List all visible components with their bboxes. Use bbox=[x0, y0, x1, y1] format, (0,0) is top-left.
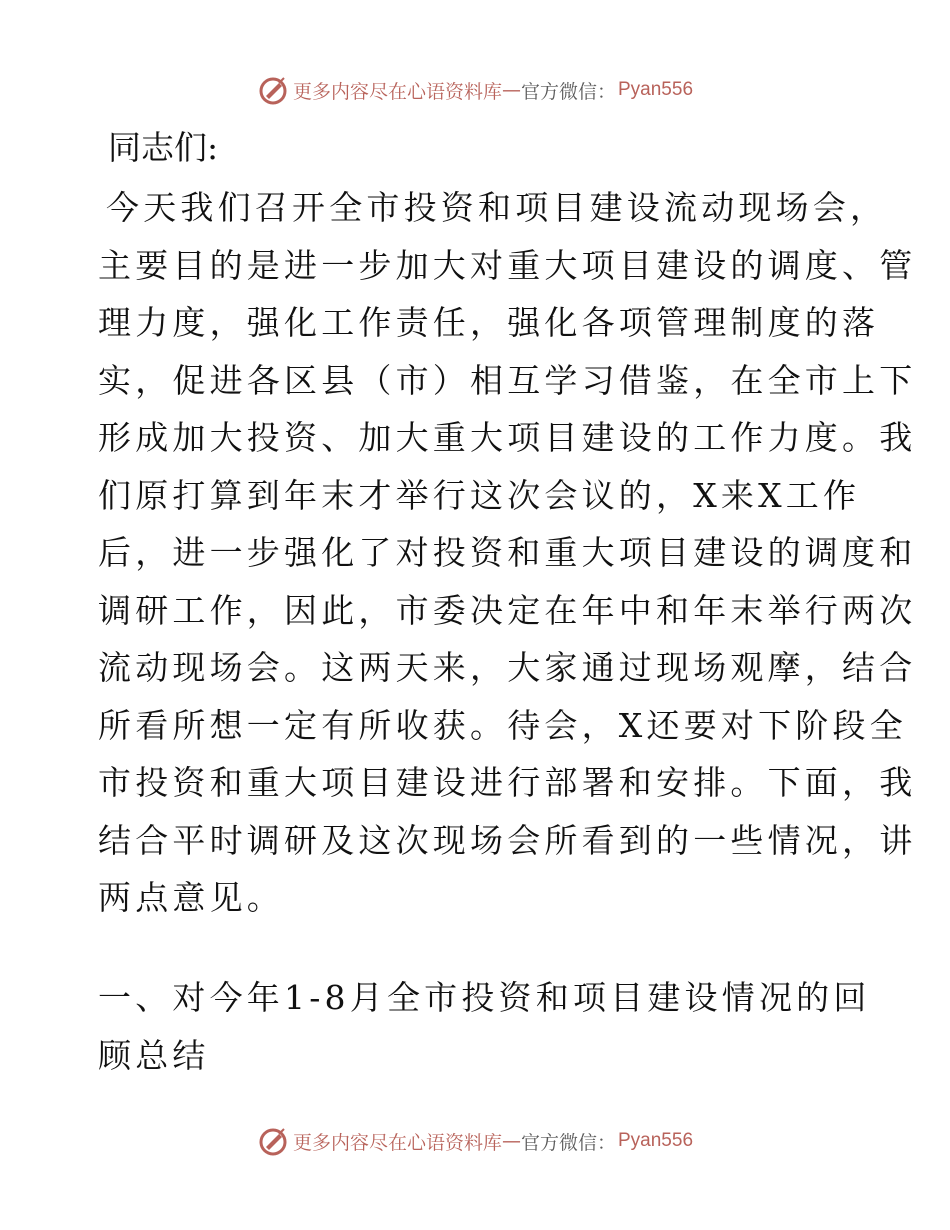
paragraph-line: 实，促进各区县（市）相互学习借鉴，在全市上下 bbox=[98, 360, 917, 400]
watermark-dash: — bbox=[501, 79, 521, 101]
watermark-footer bbox=[0, 1121, 950, 1161]
paragraph-line: 所看所想一定有所收获。待会，X还要对下阶段全 bbox=[98, 705, 907, 745]
watermark-text: 更多内容尽在心语资料库 bbox=[292, 80, 502, 103]
watermark-text: 更多内容尽在心语资料库 bbox=[292, 1131, 502, 1154]
paragraph-line: 们原打算到年末才举行这次会议的，X来X工作 bbox=[98, 475, 861, 515]
watermark-label: 官方微信： bbox=[520, 80, 616, 103]
watermark-dash: — bbox=[501, 1130, 521, 1152]
section-heading bbox=[98, 969, 871, 1084]
greeting: 同志们: bbox=[108, 128, 219, 167]
paragraph-line: 理力度，强化工作责任，强化各项管理制度的落 bbox=[98, 303, 880, 342]
paragraph-line: 主要目的是进一步加大对重大项目建设的调度、管 bbox=[98, 245, 917, 285]
logo-icon bbox=[257, 74, 289, 106]
heading-line: 顾总结 bbox=[98, 1035, 210, 1075]
paragraph-line: 后，进一步强化了对投资和重大项目建设的调度和 bbox=[98, 533, 917, 572]
heading-line: 一、对今年1-8月全市投资和项目建设情况的回 bbox=[98, 978, 871, 1017]
paragraph bbox=[98, 179, 917, 927]
watermark-label: 官方微信： bbox=[520, 1131, 616, 1154]
paragraph-line: 今天我们召开全市投资和项目建设流动现场会， bbox=[106, 188, 888, 227]
logo-icon bbox=[257, 1125, 289, 1157]
watermark-id: Pyan556 bbox=[618, 1130, 694, 1151]
paragraph-line: 结合平时调研及这次现场会所看到的一些情况，讲 bbox=[98, 820, 917, 860]
watermark-header bbox=[0, 70, 950, 110]
watermark-id: Pyan556 bbox=[618, 79, 694, 100]
paragraph-line: 流动现场会。这两天来，大家通过现场观摩，结合 bbox=[98, 648, 917, 687]
paragraph-line: 市投资和重大项目建设进行部署和安排。下面，我 bbox=[98, 763, 917, 802]
paragraph-line: 调研工作，因此，市委决定在年中和年末举行两次 bbox=[98, 590, 917, 630]
paragraph-line: 形成加大投资、加大重大项目建设的工作力度。我 bbox=[98, 418, 917, 457]
paragraph-line: 两点意见。 bbox=[98, 878, 284, 917]
